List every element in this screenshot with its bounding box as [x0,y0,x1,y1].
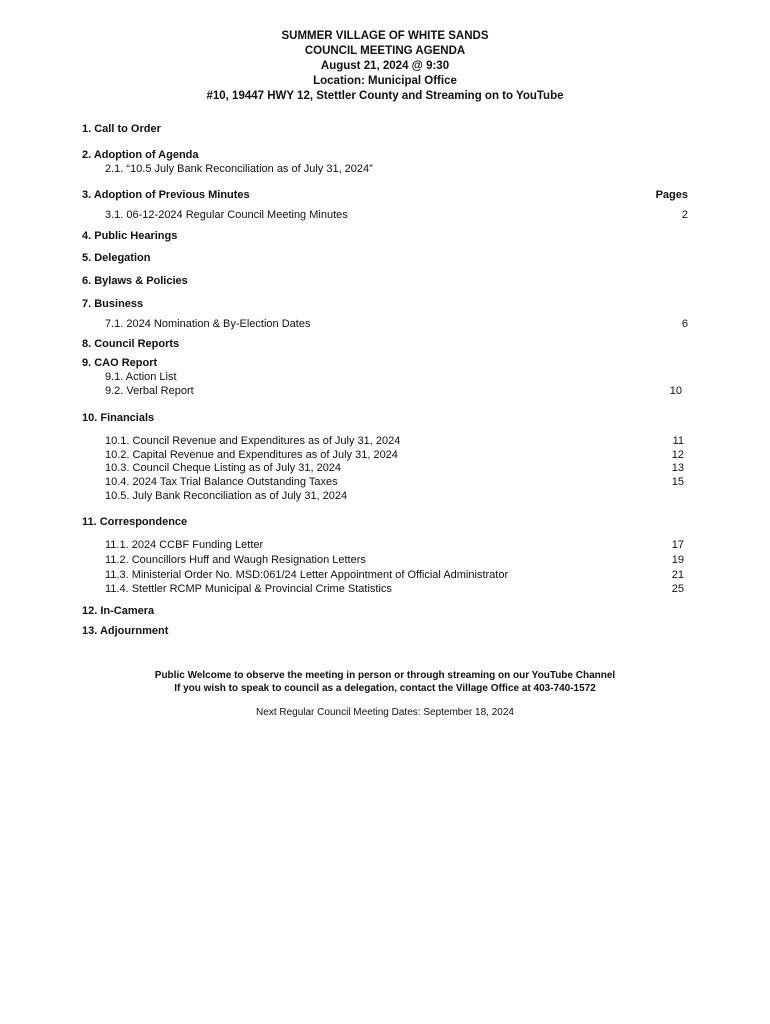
page-number-11-3: 21 [671,569,684,581]
page-number-11-4: 25 [671,583,684,595]
agenda-subitem-10-3: 10.3. Council Cheque Listing as of July 31, 2024 [105,462,342,474]
agenda-item-cao-report: 9. CAO Report [82,357,158,369]
agenda-subitem-7-1: 7.1. 2024 Nomination & By-Election Dates [105,318,311,330]
page-number-10-2: 12 [671,449,684,461]
pages-column-label: Pages [655,189,688,201]
delegation-contact-note: If you wish to speak to council as a delegation, contact the Village Office at 403-740-1572 [174,683,596,694]
next-meeting-dates: Next Regular Council Meeting Dates: September 18, 2024 [256,707,514,718]
document-title: COUNCIL MEETING AGENDA [304,45,466,57]
agenda-subitem-10-4: 10.4. 2024 Tax Trial Balance Outstanding Taxes [105,476,338,488]
agenda-item-adjournment: 13. Adjournment [82,625,169,637]
page-number-3-1: 2 [681,209,688,221]
agenda-item-correspondence: 11. Correspondence [82,516,188,528]
agenda-item-call-to-order: 1. Call to Order [82,123,161,135]
agenda-subitem-11-2: 11.2. Councillors Huff and Waugh Resignation Letters [105,554,366,566]
agenda-item-public-hearings: 4. Public Hearings [82,230,178,242]
agenda-item-bylaws-policies: 6. Bylaws & Policies [82,275,188,287]
meeting-date: August 21, 2024 @ 9:30 [320,60,450,72]
agenda-subitem-11-3: 11.3. Ministerial Order No. MSD:061/24 Letter Appointment of Official Administrator [105,569,509,581]
agenda-item-financials: 10. Financials [82,412,155,424]
agenda-item-in-camera: 12. In-Camera [82,605,155,617]
agenda-subitem-11-1: 11.1. 2024 CCBF Funding Letter [105,539,264,551]
meeting-location: Location: Municipal Office [313,75,457,87]
agenda-subitem-9-1: 9.1. Action List [105,371,177,383]
agenda-subitem-2-1: 2.1. “10.5 July Bank Reconciliation as of July 31, 2024” [105,163,373,175]
organization-name: SUMMER VILLAGE OF WHITE SANDS [281,30,489,42]
agenda-item-previous-minutes: 3. Adoption of Previous Minutes [82,189,250,201]
agenda-subitem-10-2: 10.2. Capital Revenue and Expenditures as of July 31, 2024 [105,449,398,461]
agenda-subitem-3-1: 3.1. 06-12-2024 Regular Council Meeting Minutes [105,209,348,221]
agenda-item-business: 7. Business [82,298,144,310]
agenda-subitem-9-2: 9.2. Verbal Report [105,385,194,397]
page-number-10-3: 13 [671,462,684,474]
agenda-header [0,29,770,104]
page-number-11-2: 19 [671,554,684,566]
page-number-9-2: 10 [669,385,682,397]
public-welcome-note: Public Welcome to observe the meeting in person or through streaming on our YouTube Channel [154,670,616,681]
agenda-item-delegation: 5. Delegation [82,252,151,264]
page-number-10-4: 15 [671,476,684,488]
agenda-item-adoption-of-agenda: 2. Adoption of Agenda [82,149,199,161]
meeting-address: #10, 19447 HWY 12, Stettler County and Streaming on to YouTube [206,90,564,102]
agenda-item-council-reports: 8. Council Reports [82,338,180,350]
agenda-subitem-10-1: 10.1. Council Revenue and Expenditures as of July 31, 2024 [105,435,401,447]
page-number-11-1: 17 [671,539,684,551]
agenda-subitem-11-4: 11.4. Stettler RCMP Municipal & Provincial Crime Statistics [105,583,392,595]
page-number-7-1: 6 [681,318,688,330]
agenda-subitem-10-5: 10.5. July Bank Reconciliation as of July 31, 2024 [105,490,348,502]
page-number-10-1: 11 [672,435,684,447]
